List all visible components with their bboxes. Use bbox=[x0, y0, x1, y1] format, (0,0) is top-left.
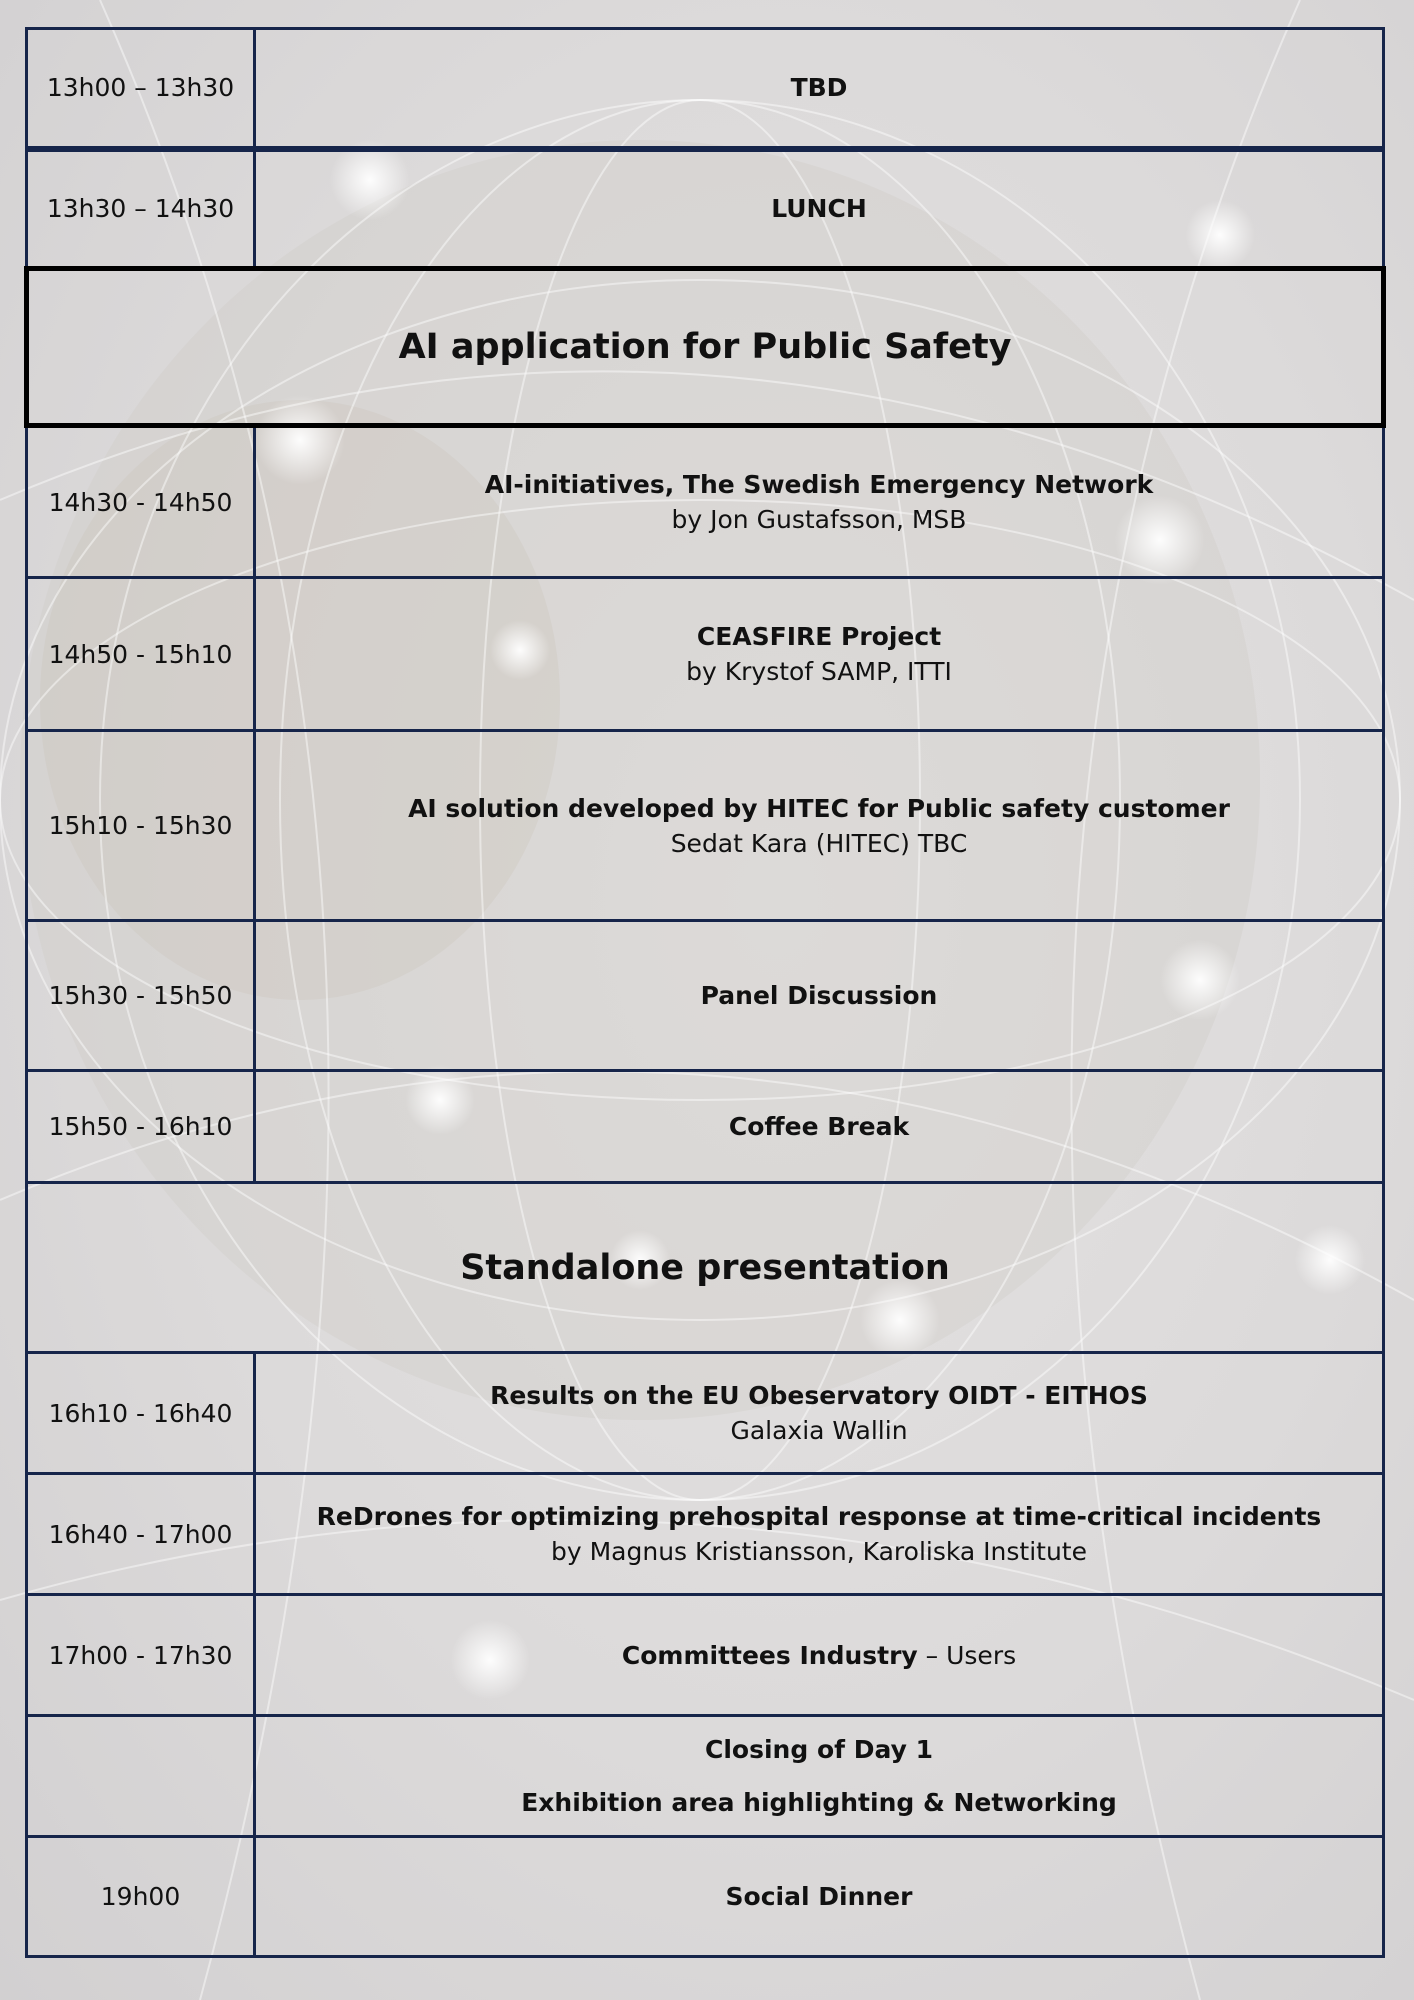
time-cell: 14h30 - 14h50 bbox=[27, 426, 255, 578]
session-title: Panel Discussion bbox=[700, 981, 938, 1010]
section-header-row bbox=[27, 269, 1384, 426]
session-title: Closing of Day 1 bbox=[705, 1735, 933, 1764]
section-title: AI application for Public Safety bbox=[27, 269, 1384, 426]
agenda-row bbox=[27, 426, 1384, 578]
agenda-row bbox=[27, 1837, 1384, 1957]
agenda-row bbox=[27, 1353, 1384, 1474]
session-title: LUNCH bbox=[771, 194, 867, 224]
time-cell bbox=[27, 1716, 255, 1837]
session-cell bbox=[255, 426, 1384, 578]
agenda-row bbox=[27, 29, 1384, 149]
time-cell: 13h30 – 14h30 bbox=[27, 149, 255, 269]
session-cell bbox=[255, 1595, 1384, 1716]
agenda-row bbox=[27, 921, 1384, 1071]
session-title: Coffee Break bbox=[728, 1112, 910, 1141]
agenda-row bbox=[27, 1474, 1384, 1595]
session-cell bbox=[255, 1716, 1384, 1837]
session-title-suffix: – Users bbox=[917, 1640, 1017, 1670]
session-speaker: by Jon Gustafsson, MSB bbox=[671, 505, 967, 534]
agenda-row bbox=[27, 149, 1384, 269]
session-speaker: Galaxia Wallin bbox=[730, 1416, 908, 1445]
time-cell: 16h40 - 17h00 bbox=[27, 1474, 255, 1595]
session-title: Committees Industry bbox=[621, 1640, 918, 1670]
agenda-row bbox=[27, 731, 1384, 921]
agenda-row bbox=[27, 1071, 1384, 1183]
session-title: AI solution developed by HITEC for Public safety customer bbox=[408, 793, 1230, 823]
session-title: TBD bbox=[790, 73, 848, 103]
agenda-row bbox=[27, 578, 1384, 731]
session-speaker: by Magnus Kristiansson, Karoliska Institute bbox=[550, 1537, 1087, 1566]
session-speaker: by Krystof SAMP, ITTI bbox=[686, 657, 952, 686]
session-speaker: Sedat Kara (HITEC) TBC bbox=[670, 828, 968, 858]
session-cell bbox=[255, 731, 1384, 921]
session-title: Results on the EU Obeservatory OIDT - EITHOS bbox=[490, 1381, 1148, 1410]
session-cell bbox=[255, 29, 1384, 149]
session-cell bbox=[255, 1837, 1384, 1957]
time-cell: 17h00 - 17h30 bbox=[27, 1595, 255, 1716]
session-cell bbox=[255, 1071, 1384, 1183]
session-cell bbox=[255, 1474, 1384, 1595]
session-cell bbox=[255, 1353, 1384, 1474]
time-cell: 19h00 bbox=[27, 1837, 255, 1957]
agenda-table bbox=[24, 27, 1386, 1958]
time-cell: 15h50 - 16h10 bbox=[27, 1071, 255, 1183]
session-cell bbox=[255, 578, 1384, 731]
session-title: CEASFIRE Project bbox=[696, 622, 942, 651]
session-title-secondary: Exhibition area highlighting & Networking bbox=[521, 1788, 1117, 1817]
session-title: Social Dinner bbox=[725, 1882, 913, 1911]
time-cell: 15h30 - 15h50 bbox=[27, 921, 255, 1071]
section-title: Standalone presentation bbox=[27, 1183, 1384, 1353]
time-cell: 16h10 - 16h40 bbox=[27, 1353, 255, 1474]
section-header-row bbox=[27, 1183, 1384, 1353]
agenda-row bbox=[27, 1716, 1384, 1837]
time-cell: 15h10 - 15h30 bbox=[27, 731, 255, 921]
session-title: AI-initiatives, The Swedish Emergency Network bbox=[484, 470, 1154, 499]
session-cell bbox=[255, 149, 1384, 269]
agenda-row bbox=[27, 1595, 1384, 1716]
time-cell: 14h50 - 15h10 bbox=[27, 578, 255, 731]
time-cell: 13h00 – 13h30 bbox=[27, 29, 255, 149]
session-cell bbox=[255, 921, 1384, 1071]
session-title: ReDrones for optimizing prehospital response at time-critical incidents bbox=[316, 1502, 1322, 1531]
